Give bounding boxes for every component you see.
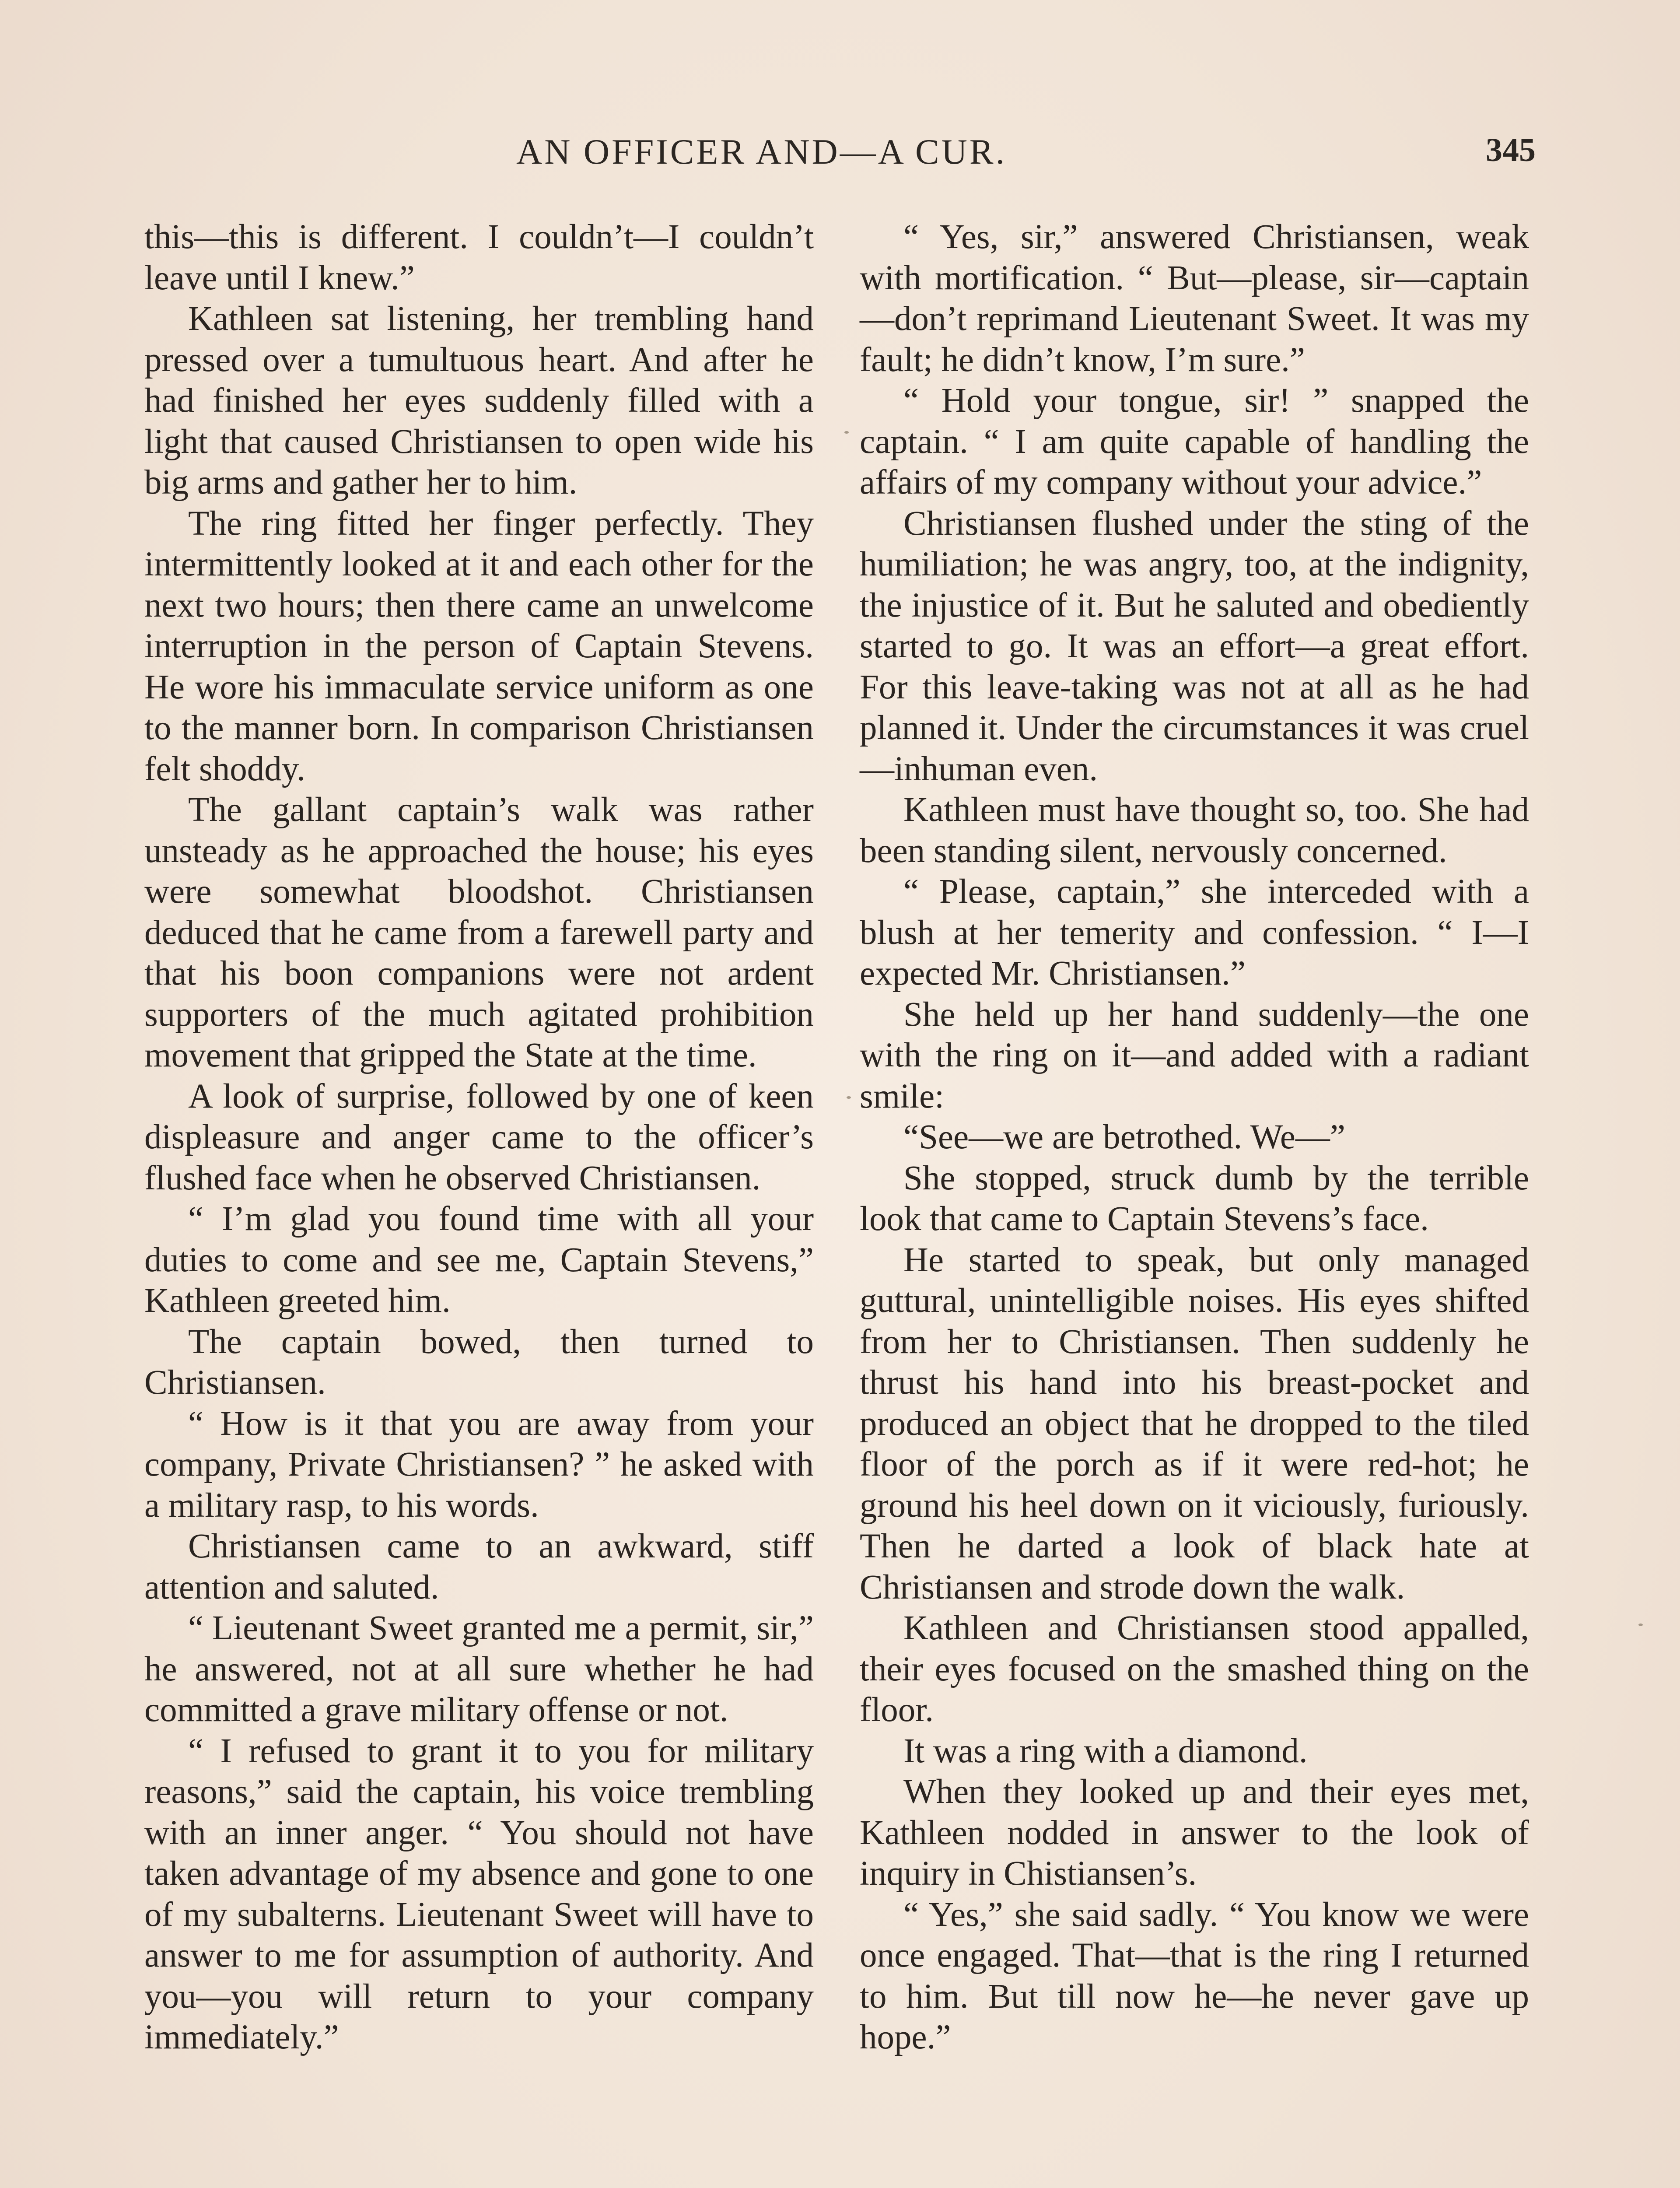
- paper-speck: [847, 1096, 851, 1099]
- paragraph: “ Yes,” she said sadly. “ You know we were once engaged. That—that is the ring I returned to him. But till now he—he never gave up hope.”: [860, 1895, 1529, 2056]
- paragraph: She held up her hand suddenly—the one with the ring on it—and added with a radiant smile:: [860, 995, 1529, 1115]
- paragraph: The captain bowed, then turned to Christiansen.: [144, 1322, 814, 1402]
- paragraph: Christiansen came to an awkward, stiff attention and saluted.: [144, 1527, 814, 1606]
- paragraph: It was a ring with a diamond.: [903, 1732, 1308, 1770]
- paragraph: “ Lieutenant Sweet granted me a permit, sir,” he answered, not at all sure whether he had committed a grave military offense or not.: [144, 1609, 814, 1729]
- running-title: AN OFFICER AND—A CUR.: [516, 132, 1007, 172]
- paragraph: “ Please, captain,” she interceded with a blush at her temerity and confession. “ I—I expected Mr. Christiansen.”: [860, 873, 1529, 992]
- paper-speck: [844, 431, 849, 434]
- paragraph: Kathleen must have thought so, too. She had been standing silent, nervously concerned.: [860, 791, 1529, 870]
- paragraph: “ Yes, sir,” answered Christiansen, weak with mortification. “ But—please, sir—captain—don’t reprimand Lieutenant Sweet. It was my fault; he didn’t know, I’m sure.”: [860, 218, 1529, 379]
- paragraph: Christiansen flushed under the sting of the humiliation; he was angry, too, at the indignity, the injustice of it. But he saluted and obediently started to go. It was an effort—a great effort. For this leave-taking was not at all as he had planned it. Under the circumstances it was cruel—inhuman even.: [860, 504, 1529, 788]
- right-column: [860, 217, 1529, 2058]
- paragraph: Kathleen sat listening, her trembling hand pressed over a tumultuous heart. And after he had finished her eyes suddenly filled with a light that caused Christiansen to open wide his big arms and gather her to him.: [144, 300, 814, 501]
- paragraph: “ I refused to grant it to you for military reasons,” said the captain, his voice trembling with an inner anger. “ You should not have taken advantage of my absence and gone to one of my subalterns. Lieutenant Sweet will have to answer to me for assumption of authority. And you—you will return to your company immediately.”: [144, 1732, 814, 2056]
- paragraph: “ I’m glad you found time with all your duties to come and see me, Captain Stevens,” Kathleen greeted him.: [144, 1200, 814, 1320]
- paragraph: The gallant captain’s walk was rather unsteady as he approached the house; his eyes were somewhat bloodshot. Christiansen deduced that he came from a farewell party and that his boon companions were not ardent supporters of the much agitated prohibition movement that gripped the State at the time.: [144, 791, 814, 1074]
- paragraph: “ How is it that you are away from your company, Private Christiansen? ” he asked with a military rasp, to his words.: [144, 1404, 814, 1525]
- paragraph: this—this is different. I couldn’t—I couldn’t leave until I knew.”: [144, 218, 814, 297]
- paragraph: Kathleen and Christiansen stood appalled, their eyes focused on the smashed thing on the floor.: [860, 1609, 1529, 1729]
- paragraph: “ Hold your tongue, sir! ” snapped the captain. “ I am quite capable of handling the affairs of my company without your advice.”: [860, 382, 1529, 501]
- left-column: [144, 217, 814, 2058]
- paragraph: The ring fitted her finger perfectly. They intermittently looked at it and each other for the next two hours; then there came an unwelcome interruption in the person of Captain Stevens. He wore his immaculate service uniform as one to the manner born. In comparison Christiansen felt shoddy.: [144, 504, 814, 788]
- paper-speck: [1638, 1623, 1643, 1626]
- paragraph: She stopped, struck dumb by the terrible look that came to Captain Stevens’s face.: [860, 1159, 1529, 1238]
- paragraph: He started to speak, but only managed guttural, unintelligible noises. His eyes shifted from her to Christiansen. Then suddenly he thrust his hand into his breast-pocket and produced an object that he dropped to the tiled floor of the porch as if it were red-hot; he ground his heel down on it viciously, furiously. Then he darted a look of black hate at Christiansen and strode down the walk.: [860, 1241, 1529, 1606]
- running-header: [0, 131, 1680, 179]
- paragraph: “See—we are betrothed. We—”: [903, 1118, 1345, 1156]
- paragraph: When they looked up and their eyes met, Kathleen nodded in answer to the look of inquiry in Chistiansen’s.: [860, 1773, 1529, 1893]
- paragraph: A look of surprise, followed by one of keen displeasure and anger came to the officer’s flushed face when he observed Christiansen.: [144, 1077, 814, 1197]
- page-number: 345: [1486, 132, 1536, 168]
